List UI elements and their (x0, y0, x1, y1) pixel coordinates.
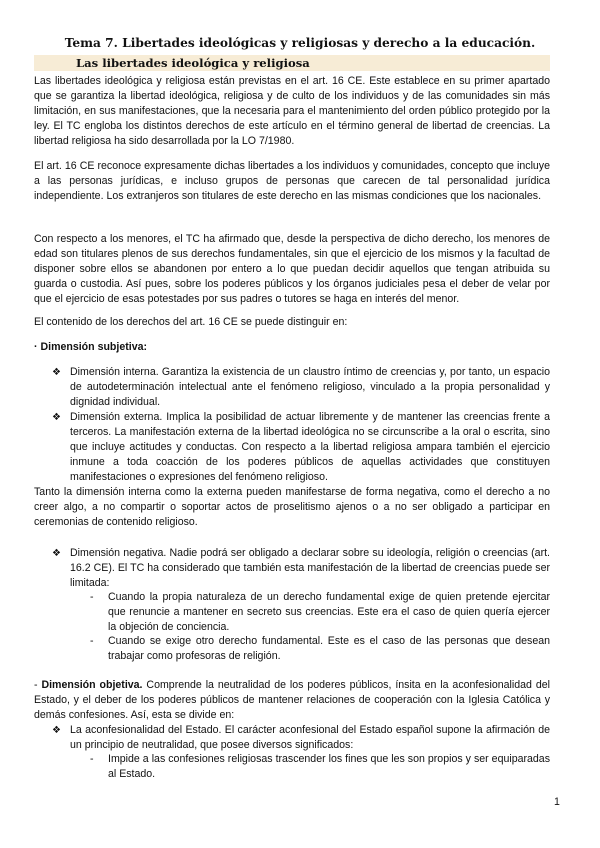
paragraph-objetiva: - Dimensión objetiva. Comprende la neutralidad de los poderes públicos, ínsita en la aconfesionalidad del Estado, y el deber de los poderes públicos de mantener relaciones de cooperación con la Iglesia Católica y demás confesiones. Así, esta se divide en: (34, 679, 550, 722)
diamond-bullet-icon: ❖ (52, 548, 61, 559)
list-item-aconfesionalidad: La aconfesionalidad del Estado. El carácter aconfesional del Estado español supone la afirmación de un principio de neutralidad, que posee diversos significados: (70, 724, 550, 752)
dash-bullet: - (90, 591, 94, 603)
dash-bullet: - (90, 753, 94, 765)
dash-bullet: - (90, 635, 94, 647)
subjetiva-heading: · Dimensión subjetiva: (34, 341, 148, 353)
list-item-dimension-interna: Dimensión interna. Garantiza la existencia de un claustro íntimo de creencias y, por tanto, un espacio de autodeterminación intelectual ante el fenómeno religioso, vinculado a la propia personalidad y dignidad individual. (70, 366, 550, 409)
sub-item-profesoras: Cuando se exige otro derecho fundamental. Este es el caso de las personas que desean trabajar como profesoras de religión. (108, 635, 550, 663)
sub-item-objecion: Cuando la propia naturaleza de un derecho fundamental exige de quien pretende ejercitar que renuncie a mantener en secreto sus creencias. Este era el caso de quien quería ejercer la objeción de conciencia. (108, 591, 550, 634)
list-item-dimension-externa: Dimensión externa. Implica la posibilidad de actuar libremente y de mantener las creencias frente a terceros. La manifestación externa de la libertad ideológica no se circunscribe a la oral o escrita, sino que incluye actitudes y conductas. Con respecto a la libertad religiosa ampara también el ejercicio inmune a toda coacción de los poderes públicos de aquellas actividades que constituyen manifestaciones o expresiones del fenómeno religioso. (70, 411, 550, 484)
diamond-bullet-icon: ❖ (52, 412, 61, 423)
sub-item-confesiones: Impide a las confesiones religiosas trascender los fines que les son propios y ser equiparadas al Estado. (108, 753, 550, 781)
page-title: Tema 7. Libertades ideológicas y religiosas y derecho a la educación. (64, 36, 536, 50)
page-number: 1 (554, 796, 560, 808)
diamond-bullet-icon: ❖ (52, 367, 61, 378)
paragraph-3: Con respecto a los menores, el TC ha afirmado que, desde la perspectiva de dicho derecho, los menores de edad son titulares plenos de sus derechos fundamentales, sin que el ejercicio de los mismos y la facultad de disponer sobre ellos se abandonen por entero a lo que puedan decidir aquellos que tengan atribuida su guarda o custodia. Así pues, sobre los poderes públicos y los órganos judiciales pesa el deber de velar por que el ejercicio de esas potestades por sus padres o tutores se haga en interés del menor. (34, 233, 550, 306)
paragraph-1: Las libertades ideológica y religiosa están previstas en el art. 16 CE. Este establece en su primer apartado que se garantiza la libertad ideológica, religiosa y de culto de los individuos y de las comunidades sin más limitación, en sus manifestaciones, que la necesaria para el mantenimiento del orden público protegido por la ley. El TC engloba los distintos derechos de este artículo en el término general de libertad de creencias. La libertad religiosa ha sido desarrollada por la LO 7/1980. (34, 75, 550, 148)
paragraph-5: Tanto la dimensión interna como la externa pueden manifestarse de forma negativa, como el derecho a no creer algo, a no compartir o soportar actos de proselitismo ajenos o a no ser obligado a participar en ceremonias de contenido religioso. (34, 486, 550, 529)
diamond-bullet-icon: ❖ (52, 725, 61, 736)
list-item-dimension-negativa: Dimensión negativa. Nadie podrá ser obligado a declarar sobre su ideología, religión o creencias (art. 16.2 CE). El TC ha considerado que también esta manifestación de la libertad de creencias puede ser limitada: (70, 547, 550, 590)
paragraph-2: El art. 16 CE reconoce expresamente dichas libertades a los individuos y comunidades, concepto que incluye a las personas jurídicas, e incluso grupos de personas que carecen de tal personalidad jurídica independiente. Los extranjeros son titulares de este derecho en las mismas condiciones que los nacionales. (34, 160, 550, 203)
paragraph-4: El contenido de los derechos del art. 16 CE se puede distinguir en: (34, 316, 348, 328)
section-title: Las libertades ideológica y religiosa (76, 56, 310, 70)
